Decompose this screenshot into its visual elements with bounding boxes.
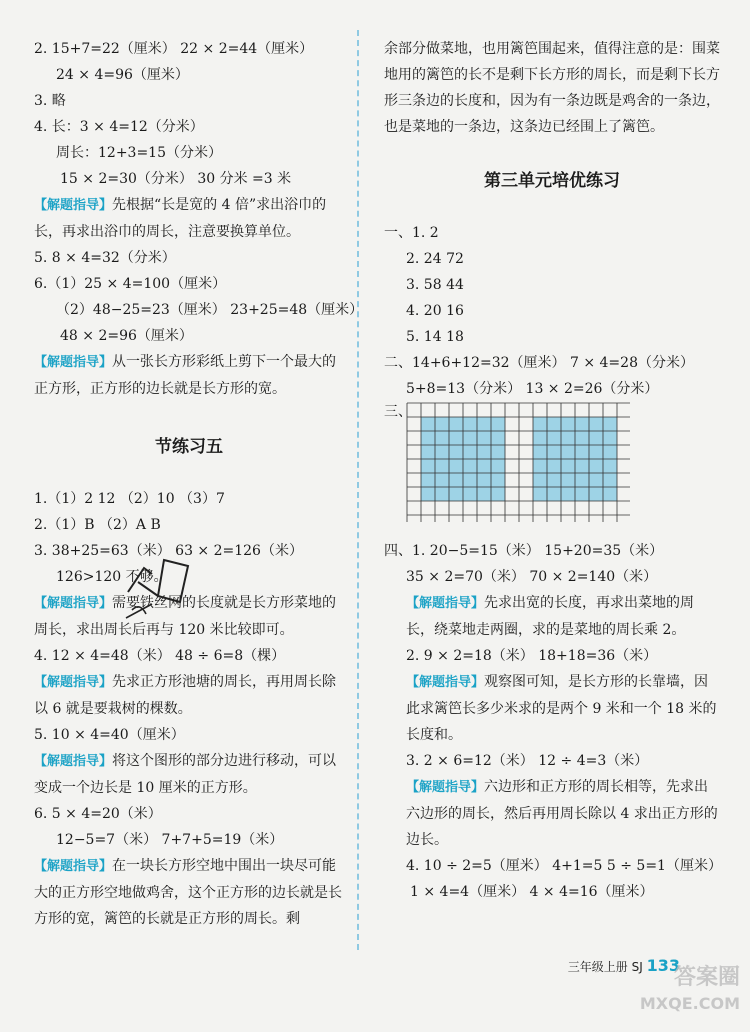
hint-text: 需要铁丝网的长度就是长方形菜地的周长，求出周长后再与 120 米比较即可。 [34, 595, 337, 638]
grade-label: 三年级上册 SJ [567, 960, 643, 974]
hint-text: 六边形和正方形的周长相等，先求出六边形的周长，然后再用周长除以 4 求出正方形的边长。 [406, 779, 718, 848]
site-watermark [610, 965, 740, 1025]
hint-tag: 【解题指导】 [34, 754, 113, 769]
answer-line: 3. 2 × 6=12（米） 12 ÷ 4=3（米） [406, 753, 649, 769]
answer-line: 一、1. 2 [384, 225, 439, 241]
hint-tag: 【解题指导】 [406, 596, 485, 611]
hint-text: 从一张长方形彩纸上剪下一个最大的正方形，正方形的边长就是长方形的宽。 [34, 354, 337, 397]
hint-block [34, 669, 344, 722]
answer-line: 1 × 4=4（厘米） 4 × 4=16（厘米） [410, 884, 654, 900]
left-column [34, 36, 364, 932]
section-title: 第三单元培优练习 [484, 171, 620, 191]
right-lines-2 [384, 538, 720, 590]
answer-line: 3. 略 [34, 93, 66, 109]
answer-line: 2. 15+7=22（厘米） 22 × 2=44（厘米） [34, 41, 314, 57]
answer-line: 6.（1）25 × 4=100（厘米） [34, 276, 227, 292]
right-lines-3 [384, 643, 720, 669]
answer-line: 二、14+6+12=32（厘米） 7 × 4=28（分米） [384, 355, 694, 371]
continued-hint: 余部分做菜地，也用篱笆围起来，值得注意的是：围菜地用的篱笆的长不是剩下长方形的周长，而是剩下长方形三条边的长度和，因为有一条边既是鸡舍的一条边，也是菜地的一条边，这条边已经围上了篱笆。 [384, 41, 720, 135]
answer-line: 3. 38+25=63（米） 63 × 2=126（米） [34, 543, 303, 559]
left-lines-q6 [34, 801, 344, 853]
hint-block [34, 748, 344, 801]
answer-line: 5. 14 18 [406, 329, 464, 345]
hint-block [384, 774, 720, 853]
left-lines-q4 [34, 643, 344, 669]
square-grid [406, 402, 630, 522]
hint-text: 观察图可知，是长方形的长靠墙，因此求篱笆长多少米求的是两个 9 米和一个 18 米的长度和。 [406, 674, 717, 743]
answer-line: 1.（1）2 12 （2）10 （3）7 [34, 491, 225, 507]
watermark-logo: 答案圈 [673, 965, 740, 990]
section-title: 节练习五 [155, 437, 223, 457]
answer-line: 2. 24 72 [406, 251, 464, 267]
left-lines-mid [34, 245, 364, 349]
hint-block [34, 853, 344, 932]
answer-line: 5+8=13（分米） 13 × 2=26（分米） [406, 381, 659, 397]
watermark-url: MXQE.COM [639, 994, 740, 1013]
answer-line: 2. 9 × 2=18（米） 18+18=36（米） [406, 648, 658, 664]
answer-line: 4. 12 × 4=48（米） 48 ÷ 6=8（棵） [34, 648, 286, 664]
answer-line: 48 × 2=96（厘米） [60, 328, 193, 344]
left-lines-top [34, 36, 344, 192]
hint-block [34, 349, 344, 402]
page-number: 133 [646, 956, 680, 975]
hint-tag: 【解题指导】 [406, 675, 485, 690]
answer-line: 4. 20 16 [406, 303, 464, 319]
answer-line: 12−5=7（米） 7+7+5=19（米） [56, 832, 284, 848]
hint-tag: 【解题指导】 [34, 355, 113, 370]
hint-text: 先根据“长是宽的 4 倍”求出浴巾的长，再求出浴巾的周长，注意要换算单位。 [34, 197, 327, 240]
hint-tag: 【解题指导】 [34, 198, 113, 213]
hint-block [34, 192, 344, 245]
right-lines-5 [384, 853, 720, 905]
hint-text: 在一块长方形空地中围出一块尽可能大的正方形空地做鸡舍，这个正方形的边长就是长方形的宽，篱笆的长就是正方形的周长。剩 [34, 858, 342, 927]
left-lines-q5 [34, 722, 344, 748]
answer-line: 3. 58 44 [406, 277, 464, 293]
hint-text: 将这个图形的部分边进行移动，可以变成一个边长是 10 厘米的正方形。 [34, 753, 337, 796]
grid-label: 三、 [384, 404, 412, 420]
hint-tag: 【解题指导】 [34, 596, 113, 611]
right-lines-1 [384, 220, 720, 402]
answer-line: 5. 8 × 4=32（分米） [34, 250, 176, 266]
answer-line: 4. 10 ÷ 2=5（厘米） 4+1=5 5 ÷ 5=1（厘米） [406, 858, 722, 874]
answer-line: 2.（1）B （2）A B [34, 517, 161, 533]
answer-line: 15 × 2=30（分米） 30 分米 =3 米 [60, 171, 292, 187]
answer-line: 24 × 4=96（厘米） [56, 67, 189, 83]
answer-line: 126>120 不够。 [56, 569, 168, 585]
hint-text: 先求出宽的长度，再求出菜地的周长，绕菜地走两圈，求的是菜地的周长乘 2。 [406, 595, 695, 638]
answer-line: 6. 5 × 4=20（米） [34, 806, 162, 822]
grid-answer [384, 402, 720, 538]
answer-line: 35 × 2=70（米） 70 × 2=140（米） [406, 569, 658, 585]
answer-line: 5. 10 × 4=40（厘米） [34, 727, 185, 743]
answer-line: 周长：12+3=15（分米） [56, 145, 222, 161]
handwritten-scribble [118, 552, 198, 622]
answer-line: 四、1. 20−5=15（米） 15+20=35（米） [384, 543, 664, 559]
answer-line: （2）48−25=23（厘米） 23+25=48（厘米） [56, 302, 364, 318]
hint-block [384, 590, 720, 643]
right-lines-4 [384, 748, 720, 774]
column-divider [357, 30, 359, 950]
hint-text: 先求正方形池塘的周长，再用周长除以 6 就是要栽树的棵数。 [34, 674, 337, 717]
answer-line: 4. 长：3 × 4=12（分米） [34, 119, 204, 135]
hint-tag: 【解题指导】 [34, 675, 113, 690]
hint-tag: 【解题指导】 [34, 859, 113, 874]
hint-block [384, 669, 720, 748]
right-column [384, 36, 720, 905]
hint-tag: 【解题指导】 [406, 780, 485, 795]
